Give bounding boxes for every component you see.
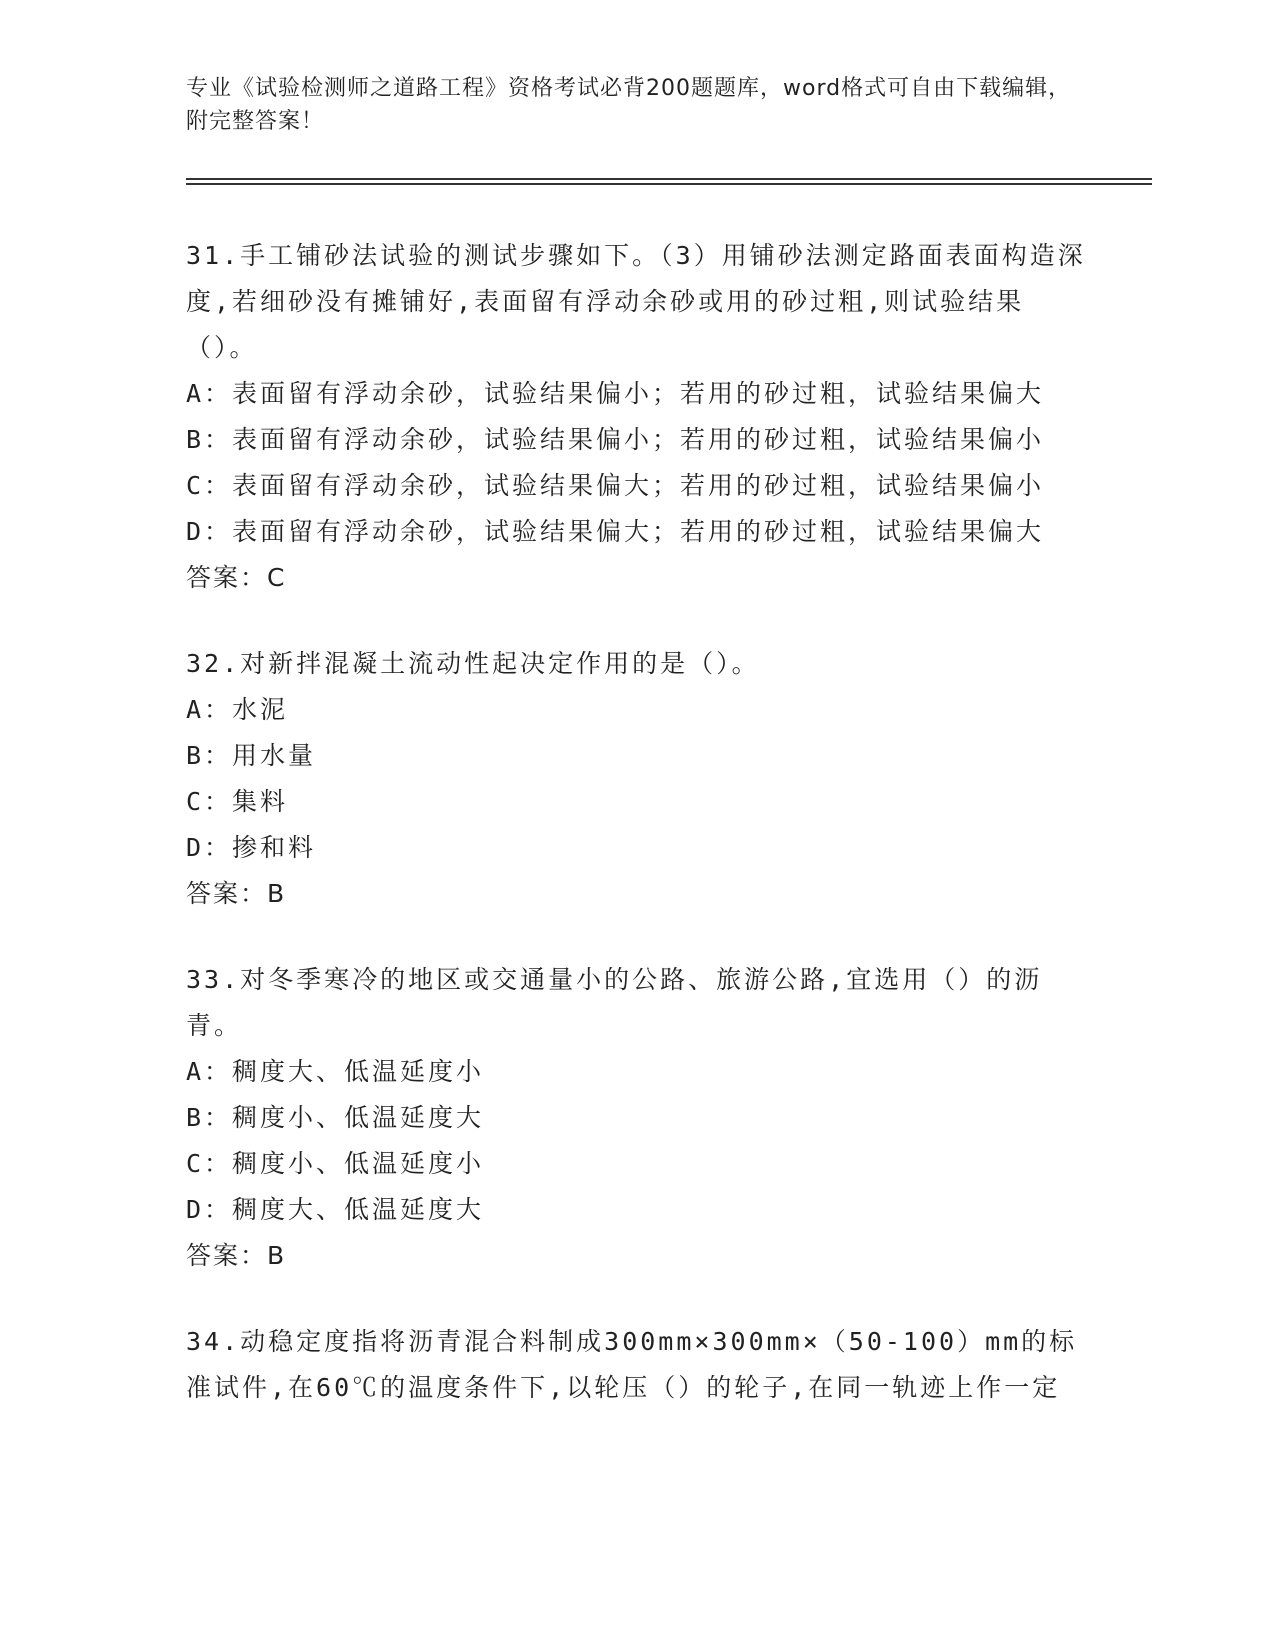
question-text: 34.动稳定度指将沥青混合料制成300mm×300mm×（50-100）mm的标准试件,在60℃的温度条件下,以轮压（）的轮子,在同一轨迹上作一定 (186, 1327, 1078, 1402)
option-b: B：稠度小、低温延度大 (186, 1103, 485, 1132)
answer: 答案：C (186, 563, 287, 592)
answer: 答案：B (186, 879, 287, 908)
option-a: A：表面留有浮动余砂，试验结果偏小；若用的砂过粗，试验结果偏大 (186, 379, 1045, 408)
option-d: D：表面留有浮动余砂，试验结果偏大；若用的砂过粗，试验结果偏大 (186, 517, 1045, 546)
option-c: C：集料 (186, 787, 289, 816)
question-33 (186, 957, 1086, 1279)
option-d: D：掺和料 (186, 833, 317, 862)
question-text: 32.对新拌混凝土流动性起决定作用的是（）。 (186, 649, 760, 678)
question-text: 31.手工铺砂法试验的测试步骤如下。（3）用铺砂法测定路面表面构造深度,若细砂没有摊铺好,表面留有浮动余砂或用的砂过粗,则试验结果（）。 (186, 241, 1086, 362)
question-34 (186, 1319, 1086, 1411)
question-31 (186, 233, 1086, 601)
option-a: A：水泥 (186, 695, 289, 724)
answer: 答案：B (186, 1241, 287, 1270)
option-c: C：稠度小、低温延度小 (186, 1149, 485, 1178)
question-list (186, 233, 1086, 1451)
option-a: A：稠度大、低温延度小 (186, 1057, 485, 1086)
header-rule-top (186, 178, 1152, 180)
option-d: D：稠度大、低温延度大 (186, 1195, 485, 1224)
question-32 (186, 641, 1086, 917)
question-text: 33.对冬季寒冷的地区或交通量小的公路、旅游公路,宜选用（）的沥青。 (186, 965, 1043, 1040)
document-header (186, 72, 1086, 138)
option-b: B：用水量 (186, 741, 317, 770)
option-c: C：表面留有浮动余砂，试验结果偏大；若用的砂过粗，试验结果偏小 (186, 471, 1045, 500)
header-rule-bottom (186, 183, 1152, 185)
header-title: 专业《试验检测师之道路工程》资格考试必背200题题库，word格式可自由下载编辑，附完整答案！ (186, 76, 1072, 134)
option-b: B：表面留有浮动余砂，试验结果偏小；若用的砂过粗，试验结果偏小 (186, 425, 1045, 454)
